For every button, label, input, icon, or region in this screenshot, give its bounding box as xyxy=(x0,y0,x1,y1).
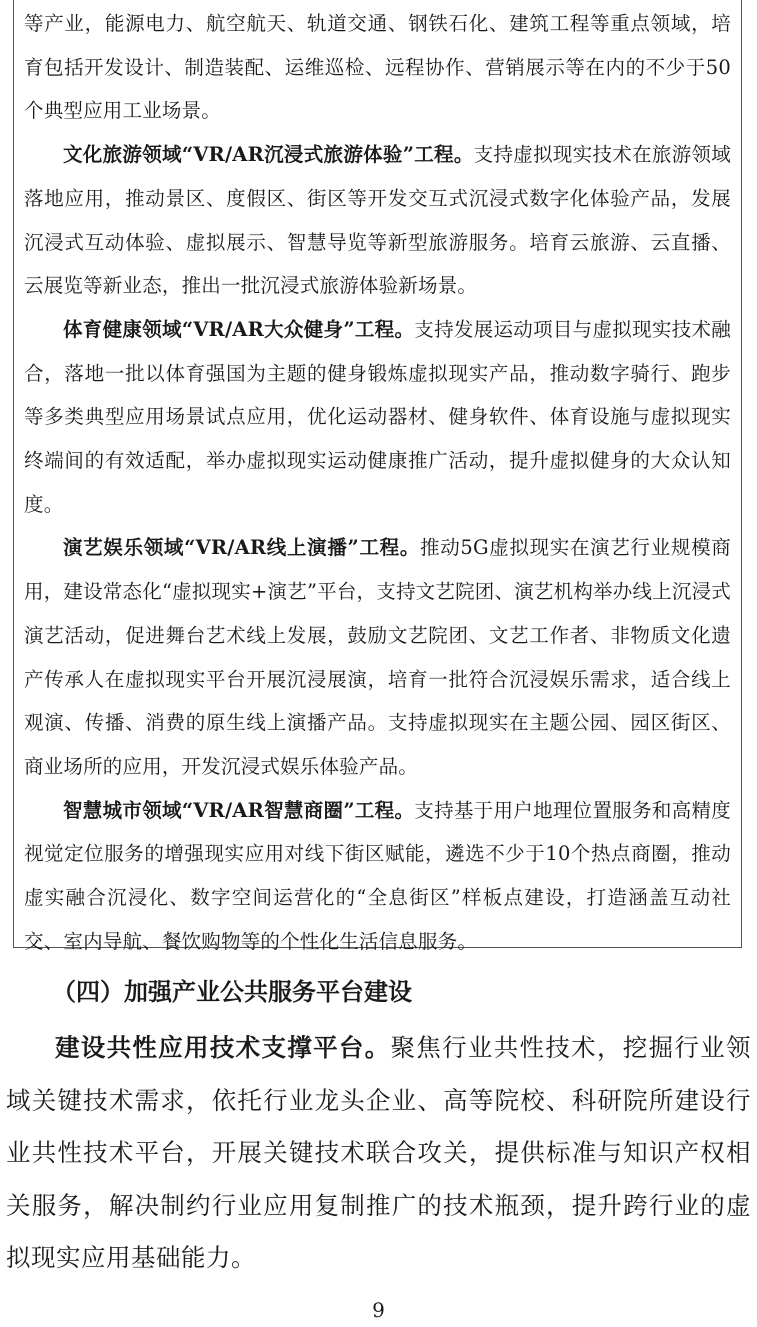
sports-health-text: 支持发展运动项目与虚拟现实技术融合，落地一批以体育强国为主题的健身锻炼虚拟现实产品，推动数字骑行、跑步等多类典型应用场景试点应用，优化运动器材、健身软件、体育设施与虚拟现实终端间的有效适配，举办虚拟现实运动健康推广活动，提升虚拟健身的大众认知度。 xyxy=(24,317,731,516)
platform-lead: 建设共性应用技术支撑平台。 xyxy=(55,1033,391,1062)
smart-city-text: 支持基于用户地理位置服务和高精度视觉定位服务的增强现实应用对线下街区赋能，遴选不少于10个热点商圈，推动虚实融合沉浸化、数字空间运营化的“全息街区”样板点建设，打造涵盖互动社交、室内导航、餐饮购物等的个性化生活信息服务。 xyxy=(24,798,731,953)
entertainment-paragraph xyxy=(24,526,731,788)
smart-city-paragraph xyxy=(24,789,731,964)
boxed-text-panel xyxy=(13,0,742,953)
platform-paragraph xyxy=(6,1022,751,1285)
page-number: 9 xyxy=(372,1298,385,1322)
sports-health-title: 体育健康领域“VR/AR大众健身”工程。 xyxy=(63,317,415,341)
platform-text: 聚焦行业共性技术，挖掘行业领域关键技术需求，依托行业龙头企业、高等院校、科研院所建设行业共性技术平台，开展关键技术联合攻关，提供标准与知识产权相关服务，解决制约行业应用复制推广的技术瓶颈，提升跨行业的虚拟现实应用基础能力。 xyxy=(6,1033,751,1272)
culture-tourism-paragraph xyxy=(24,133,731,308)
industry-paragraph-continued: 等产业，能源电力、航空航天、轨道交通、钢铁石化、建筑工程等重点领域，培育包括开发设计、制造装配、运维巡检、远程协作、营销展示等在内的不少于50个典型应用工业场景。 xyxy=(24,12,731,123)
section-heading: （四）加强产业公共服务平台建设 xyxy=(52,977,412,1006)
culture-tourism-text: 支持虚拟现实技术在旅游领域落地应用，推动景区、度假区、街区等开发交互式沉浸式数字化体验产品，发展沉浸式互动体验、虚拟展示、智慧导览等新型旅游服务。培育云旅游、云直播、云展览等新业态，推出一批沉浸式旅游体验新场景。 xyxy=(24,143,731,298)
entertainment-text: 推动5G虚拟现实在演艺行业规模商用，建设常态化“虚拟现实+演艺”平台，支持文艺院团、演艺机构举办线上沉浸式演艺活动，促进舞台艺术线上发展，鼓励文艺院团、文艺工作者、非物质文化遗产传承人在虚拟现实平台开展沉浸展演，培育一批符合沉浸娱乐需求，适合线上观演、传播、消费的原生线上演播产品。支持虚拟现实在主题公园、园区街区、商业场所的应用，开发沉浸式娱乐体验产品。 xyxy=(24,536,731,778)
smart-city-title: 智慧城市领域“VR/AR智慧商圈”工程。 xyxy=(63,798,415,822)
entertainment-title: 演艺娱乐领域“VR/AR线上演播”工程。 xyxy=(63,536,421,560)
culture-tourism-title: 文化旅游领域“VR/AR沉浸式旅游体验”工程。 xyxy=(63,143,474,167)
sports-health-paragraph xyxy=(24,308,731,527)
